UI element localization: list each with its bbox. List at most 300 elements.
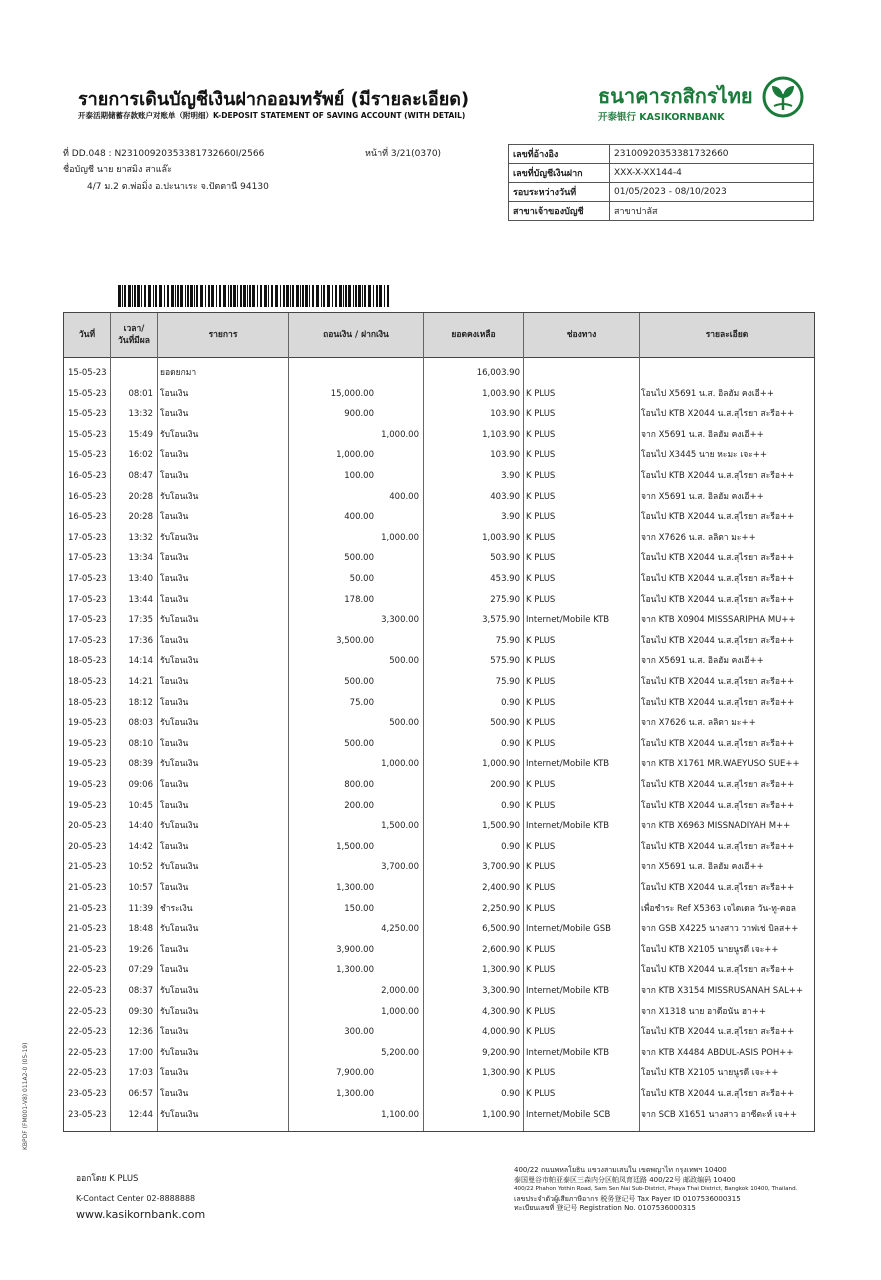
table-row (64, 590, 814, 611)
cell-date: 17-05-23 (68, 615, 107, 626)
cell-withdraw: 300.00 (344, 1027, 374, 1038)
cell-desc: รับโอนเงิน (160, 491, 199, 502)
cell-details: โอนไป KTB X2044 น.ส.สุไรยา สะรีอ++ (641, 883, 795, 893)
col-amount-header: ถอนเงิน / ฝากเงิน (323, 330, 389, 340)
table-row (64, 775, 814, 796)
cell-deposit: 1,000.00 (381, 429, 419, 440)
cell-withdraw: 7,900.00 (336, 1068, 374, 1079)
document-number: ที่ DD.048 : N23100920353381732660I/2566 (63, 149, 265, 159)
cell-balance: 0.90 (501, 1089, 520, 1099)
cell-desc: รับโอนเงิน (160, 986, 199, 996)
cell-details: จาก X5691 น.ส. อิลฮัม คงเอี++ (641, 491, 764, 502)
cell-details: โอนไป KTB X2044 น.ส.สุไรยา สะรีอ++ (641, 594, 795, 605)
table-row (64, 734, 814, 755)
cell-desc: รับโอนเงิน (160, 759, 199, 770)
cell-desc: รับโอนเงิน (160, 862, 199, 873)
cell-balance: 2,400.90 (482, 883, 520, 893)
cell-date: 19-05-23 (68, 718, 107, 729)
ref-value: 23100920353381732660 (610, 145, 814, 164)
cell-withdraw: 900.00 (344, 409, 374, 420)
cell-date: 19-05-23 (68, 738, 107, 749)
cell-deposit: 3,700.00 (381, 862, 419, 873)
cell-details: โอนไป KTB X2044 น.ส.สุไรยา สะรีอ++ (641, 635, 795, 646)
kasikornbank-logo (598, 74, 806, 134)
cell-date: 20-05-23 (68, 821, 107, 832)
cell-details: จาก X1318 นาย อาดีอนัน ฮา++ (641, 1006, 767, 1017)
ref-label: สาขาเจ้าของบัญชี (509, 202, 610, 221)
cell-details: จาก SCB X1651 นางสาว อาซีตะห์ เจ++ (641, 1109, 797, 1120)
cell-details: โอนไป KTB X2044 น.ส.สุไรยา สะรีอ++ (641, 1027, 795, 1038)
cell-deposit (364, 899, 419, 920)
cell-balance: 0.90 (501, 738, 520, 749)
table-row (64, 672, 814, 693)
cell-details: จาก X5691 น.ส. อิลฮัม คงเอี++ (641, 862, 764, 873)
cell-withdraw: 500.00 (344, 677, 374, 687)
cell-channel: K PLUS (526, 409, 556, 420)
cell-balance: 3.90 (501, 471, 520, 481)
cell-channel: K PLUS (526, 1027, 556, 1038)
cell-channel: K PLUS (526, 944, 556, 955)
cell-withdraw: 1,300.00 (336, 1089, 374, 1099)
address-line: เลขประจำตัวผู้เสียภาษีอากร 税务登记号 Tax Payer ID 0107536000315 (514, 1194, 741, 1203)
cell-desc: โอนเงิน (160, 1089, 189, 1099)
cell-withdraw: 500.00 (344, 738, 374, 749)
cell-details: โอนไป KTB X2105 นายนูรดี เจะ++ (641, 944, 779, 955)
cell-time: 10:57 (128, 883, 153, 893)
cell-channel: K PLUS (526, 471, 556, 481)
cell-desc: โอนเงิน (160, 409, 189, 420)
cell-deposit: 500.00 (389, 656, 419, 667)
cell-details: จาก X5691 น.ส. อิลฮัม คงเอี++ (641, 656, 764, 667)
ref-row (509, 145, 814, 164)
cell-balance: 3,575.90 (482, 615, 520, 626)
ref-row (509, 164, 814, 183)
cell-deposit (364, 672, 419, 693)
bank-name-thai: ธนาคารกสิกรไทย (598, 84, 753, 108)
cell-balance: 3.90 (501, 512, 520, 523)
cell-deposit (364, 796, 419, 817)
table-header (64, 313, 814, 358)
cell-balance: 2,250.90 (482, 903, 520, 914)
table-row (64, 528, 814, 549)
table-row (64, 857, 814, 878)
table-row (64, 548, 814, 569)
table-row (64, 651, 814, 672)
cell-details: จาก KTB X3154 MISSRUSANAH SAL++ (641, 986, 804, 996)
table-row (64, 837, 814, 858)
cell-desc: รับโอนเงิน (160, 1109, 199, 1120)
cell-date: 18-05-23 (68, 656, 107, 667)
account-address: 4/7 ม.2 ต.พ่อมิ่ง อ.ปะนาเระ จ.ปัตตานี 94130 (87, 182, 269, 192)
cell-balance: 75.90 (495, 635, 520, 646)
cell-balance: 16,003.90 (476, 368, 520, 378)
cell-channel: K PLUS (526, 656, 556, 667)
cell-date: 17-05-23 (68, 553, 107, 564)
cell-deposit (364, 1022, 419, 1043)
cell-time: 08:01 (128, 388, 153, 399)
cell-details: โอนไป KTB X2044 น.ส.สุไรยา สะรีอ++ (641, 841, 795, 852)
cell-desc: โอนเงิน (160, 780, 189, 790)
cell-channel: K PLUS (526, 841, 556, 852)
cell-deposit (364, 775, 419, 796)
cell-date: 15-05-23 (68, 409, 107, 420)
table-row (64, 1002, 814, 1023)
col-description-header: รายการ (208, 330, 238, 340)
table-row (64, 1063, 814, 1084)
cell-time: 08:37 (128, 986, 153, 996)
cell-time: 14:42 (128, 841, 153, 852)
cell-date: 22-05-23 (68, 965, 107, 976)
cell-desc: โอนเงิน (160, 635, 189, 646)
cell-date: 20-05-23 (68, 841, 107, 852)
ref-row (509, 202, 814, 221)
cell-withdraw: 178.00 (344, 594, 374, 605)
rice-leaf-icon (762, 76, 804, 118)
ref-label: เลขที่บัญชีเงินฝาก (509, 164, 610, 183)
cell-balance: 1,000.90 (482, 759, 520, 770)
cell-balance: 275.90 (490, 594, 520, 605)
cell-time: 18:48 (128, 924, 153, 935)
cell-channel: K PLUS (526, 903, 556, 914)
cell-date: 17-05-23 (68, 574, 107, 584)
cell-balance: 503.90 (490, 553, 520, 564)
table-row (64, 899, 814, 920)
cell-date: 16-05-23 (68, 491, 107, 502)
cell-balance: 500.90 (490, 718, 520, 729)
col-date-header: วันที่ (78, 330, 96, 340)
cell-desc: รับโอนเงิน (160, 718, 199, 729)
cell-balance: 0.90 (501, 800, 520, 811)
cell-desc: โอนเงิน (160, 450, 189, 461)
table-row (64, 404, 814, 425)
cell-desc: โอนเงิน (160, 1027, 189, 1038)
col-balance-header: ยอดคงเหลือ (451, 330, 496, 340)
cell-time: 13:32 (128, 532, 153, 543)
cell-desc: รับโอนเงิน (160, 924, 199, 935)
cell-channel: Internet/Mobile KTB (526, 759, 610, 770)
cell-withdraw: 1,300.00 (336, 883, 374, 893)
reference-box (508, 144, 814, 221)
cell-withdraw: 200.00 (344, 800, 374, 811)
cell-channel: K PLUS (526, 697, 556, 708)
form-code-text: KBPDF (FM001-V8) 011A2-0 (05-19) (22, 1042, 29, 1150)
cell-channel: Internet/Mobile KTB (526, 1047, 610, 1058)
cell-date: 21-05-23 (68, 883, 107, 893)
cell-channel: K PLUS (526, 780, 556, 790)
cell-deposit (364, 466, 419, 487)
cell-details: โอนไป KTB X2044 น.ส.สุไรยา สะรีอ++ (641, 471, 795, 481)
cell-balance: 0.90 (501, 841, 520, 852)
table-row (64, 960, 814, 981)
cell-details: โอนไป KTB X2044 น.ส.สุไรยา สะรีอ++ (641, 697, 795, 708)
cell-balance: 1,500.90 (482, 821, 520, 832)
cell-balance: 2,600.90 (482, 944, 520, 955)
cell-time: 20:28 (128, 491, 153, 502)
cell-withdraw (292, 1105, 374, 1126)
cell-date: 17-05-23 (68, 532, 107, 543)
cell-channel: Internet/Mobile SCB (526, 1109, 611, 1120)
cell-channel: K PLUS (526, 429, 556, 440)
cell-withdraw (292, 610, 374, 631)
table-row (64, 487, 814, 508)
address-line: ทะเบียนเลขที่ 登记号 Registration No. 0107536000315 (514, 1204, 696, 1213)
cell-time: 12:44 (128, 1109, 153, 1120)
cell-channel: Internet/Mobile KTB (526, 986, 610, 996)
cell-deposit: 500.00 (389, 718, 419, 729)
cell-withdraw (292, 1002, 374, 1023)
cell-balance: 1,100.90 (482, 1109, 520, 1120)
cell-desc: รับโอนเงิน (160, 656, 199, 667)
table-row (64, 981, 814, 1002)
cell-date: 22-05-23 (68, 1006, 107, 1017)
cell-channel: K PLUS (526, 1068, 556, 1079)
table-row (64, 425, 814, 446)
cell-desc: โอนเงิน (160, 1068, 189, 1079)
cell-time: 09:30 (128, 1006, 153, 1017)
cell-time: 17:35 (128, 615, 153, 626)
cell-desc: โอนเงิน (160, 800, 189, 811)
cell-withdraw: 500.00 (344, 553, 374, 564)
table-row (64, 631, 814, 652)
cell-details (641, 363, 813, 384)
cell-details: โอนไป KTB X2105 นายนูรดี เจะ++ (641, 1068, 779, 1079)
cell-details: โอนไป KTB X2044 น.ส.สุไรยา สะรีอ++ (641, 409, 795, 420)
cell-channel: K PLUS (526, 883, 556, 893)
cell-details: โอนไป KTB X2044 น.ส.สุไรยา สะรีอ++ (641, 780, 795, 790)
cell-deposit: 1,000.00 (381, 759, 419, 770)
cell-date: 18-05-23 (68, 697, 107, 708)
table-row (64, 363, 814, 384)
cell-date: 21-05-23 (68, 903, 107, 914)
cell-time: 13:44 (128, 594, 153, 605)
account-holder: ชื่อบัญชี นาย ยาสมิง สาแล๊ะ (63, 165, 172, 175)
table-row (64, 940, 814, 961)
cell-date: 15-05-23 (68, 429, 107, 440)
cell-details: โอนไป KTB X2044 น.ส.สุไรยา สะรีอ++ (641, 553, 795, 564)
cell-desc: โอนเงิน (160, 697, 189, 708)
cell-withdraw (292, 816, 374, 837)
cell-time: 13:32 (128, 409, 153, 420)
cell-balance: 1,300.90 (482, 1068, 520, 1079)
cell-withdraw: 3,900.00 (336, 944, 374, 955)
cell-withdraw: 75.00 (349, 697, 374, 708)
cell-time: 08:47 (128, 471, 153, 481)
cell-withdraw: 15,000.00 (330, 388, 374, 399)
cell-time: 13:34 (128, 553, 153, 564)
cell-balance: 453.90 (490, 574, 520, 584)
page-number: หน้าที่ 3/21(0370) (365, 149, 442, 159)
cell-date: 18-05-23 (68, 677, 107, 687)
cell-time: 14:14 (128, 656, 153, 667)
cell-balance: 1,103.90 (482, 429, 520, 440)
cell-desc: โอนเงิน (160, 471, 189, 481)
cell-withdraw (292, 919, 374, 940)
table-row (64, 445, 814, 466)
cell-desc: รับโอนเงิน (160, 429, 199, 440)
table-row (64, 466, 814, 487)
cell-time: 14:40 (128, 821, 153, 832)
statement-subtitle: 开泰活期储蓄存款账户对账单（附明细）K-DEPOSIT STATEMENT OF SAVING ACCOUNT (WITH DETAIL) (78, 111, 466, 120)
table-row (64, 919, 814, 940)
cell-deposit (364, 878, 419, 899)
cell-time: 17:03 (128, 1068, 153, 1079)
cell-desc: รับโอนเงิน (160, 1047, 199, 1058)
cell-deposit (364, 445, 419, 466)
cell-time: 08:10 (128, 738, 153, 749)
cell-details: โอนไป KTB X2044 น.ส.สุไรยา สะรีอ++ (641, 738, 795, 749)
cell-channel: K PLUS (526, 491, 556, 502)
cell-channel: K PLUS (526, 388, 556, 399)
cell-date: 21-05-23 (68, 862, 107, 873)
cell-time: 06:57 (128, 1089, 153, 1099)
ref-row (509, 183, 814, 202)
cell-date: 21-05-23 (68, 924, 107, 935)
cell-date: 17-05-23 (68, 635, 107, 646)
barcode (118, 285, 392, 307)
cell-deposit (364, 590, 419, 611)
cell-time: 11:39 (128, 903, 153, 914)
cell-deposit: 1,500.00 (381, 821, 419, 832)
cell-date: 15-05-23 (68, 368, 107, 378)
cell-date: 23-05-23 (68, 1089, 107, 1099)
cell-time: 09:06 (128, 780, 153, 790)
cell-time: 13:40 (128, 574, 153, 584)
cell-channel (526, 363, 638, 384)
cell-desc: รับโอนเงิน (160, 821, 199, 832)
table-row (64, 754, 814, 775)
table-row (64, 878, 814, 899)
cell-deposit: 2,000.00 (381, 986, 419, 996)
cell-channel: K PLUS (526, 450, 556, 461)
cell-details: จาก KTB X1761 MR.WAEYUSO SUE++ (641, 759, 800, 770)
cell-balance: 4,300.90 (482, 1006, 520, 1017)
cell-deposit: 1,000.00 (381, 1006, 419, 1017)
cell-channel: K PLUS (526, 1006, 556, 1017)
cell-withdraw: 100.00 (344, 471, 374, 481)
cell-date: 16-05-23 (68, 512, 107, 523)
cell-deposit: 1,000.00 (381, 532, 419, 543)
cell-withdraw (292, 651, 374, 672)
cell-channel: K PLUS (526, 862, 556, 873)
cell-time: 17:36 (128, 635, 153, 646)
cell-time: 18:12 (128, 697, 153, 708)
cell-desc: โอนเงิน (160, 512, 189, 523)
cell-channel: K PLUS (526, 635, 556, 646)
cell-withdraw (292, 857, 374, 878)
cell-time: 15:49 (128, 429, 153, 440)
cell-balance: 1,003.90 (482, 532, 520, 543)
cell-desc: โอนเงิน (160, 944, 189, 955)
cell-balance: 403.90 (490, 491, 520, 502)
cell-balance: 9,200.90 (482, 1047, 520, 1058)
cell-desc: โอนเงิน (160, 574, 189, 584)
cell-time: 14:21 (128, 677, 153, 687)
cell-details: จาก GSB X4225 นางสาว วาฟเช่ บิลส++ (641, 924, 799, 935)
cell-date: 22-05-23 (68, 986, 107, 996)
cell-time (111, 363, 153, 384)
cell-desc: โอนเงิน (160, 841, 189, 852)
cell-desc: รับโอนเงิน (160, 532, 199, 543)
cell-deposit (364, 384, 419, 405)
cell-details: โอนไป X5691 น.ส. อิลฮัม คงเอี++ (641, 388, 775, 399)
cell-withdraw (292, 528, 374, 549)
cell-time: 10:45 (128, 800, 153, 811)
cell-date: 19-05-23 (68, 780, 107, 790)
website-link[interactable]: www.kasikornbank.com (76, 1208, 206, 1221)
cell-details: โอนไป KTB X2044 น.ส.สุไรยา สะรีอ++ (641, 677, 795, 687)
cell-desc: โอนเงิน (160, 388, 189, 399)
cell-time: 17:00 (128, 1047, 153, 1058)
cell-date: 15-05-23 (68, 388, 107, 399)
cell-balance: 3,300.90 (482, 986, 520, 996)
transactions-table (63, 312, 815, 1132)
cell-withdraw: 150.00 (344, 903, 374, 914)
cell-desc: รับโอนเงิน (160, 1006, 199, 1017)
cell-balance: 103.90 (490, 409, 520, 420)
address-line: 400/22 ถนนพหลโยธิน แขวงสามเสนใน เขตพญาไท กรุงเทพฯ 10400 (514, 1166, 727, 1174)
cell-balance: 4,000.90 (482, 1027, 520, 1038)
ref-value: 01/05/2023 - 08/10/2023 (610, 183, 814, 202)
cell-balance: 575.90 (490, 656, 520, 667)
cell-channel: K PLUS (526, 594, 556, 605)
ref-label: รอบระหว่างวันที่ (509, 183, 610, 202)
contact-center: K-Contact Center 02-8888888 (76, 1194, 196, 1203)
cell-channel: K PLUS (526, 532, 556, 543)
cell-date: 23-05-23 (68, 1109, 107, 1120)
cell-time: 07:29 (128, 965, 153, 976)
address-line: 400/22 Phahon Yothin Road, Sam Sen Nai Sub-District, Phaya Thai District, Bangkok 10400, Thailand. (514, 1186, 798, 1193)
bank-address (514, 1166, 797, 1214)
table-row (64, 1043, 814, 1064)
cell-date: 22-05-23 (68, 1047, 107, 1058)
bank-name-english: 开泰银行 KASIKORNBANK (598, 112, 725, 123)
table-row (64, 816, 814, 837)
cell-balance: 0.90 (501, 697, 520, 708)
cell-withdraw (292, 1043, 374, 1064)
cell-desc: โอนเงิน (160, 965, 189, 976)
cell-time: 12:36 (128, 1027, 153, 1038)
table-row (64, 693, 814, 714)
cell-withdraw: 800.00 (344, 780, 374, 790)
cell-date: 22-05-23 (68, 1068, 107, 1079)
cell-balance: 1,003.90 (482, 388, 520, 399)
cell-balance: 3,700.90 (482, 862, 520, 873)
cell-details: จาก KTB X4484 ABDUL-ASIS POH++ (641, 1047, 794, 1058)
cell-details: จาก X5691 น.ส. อิลฮัม คงเอี++ (641, 429, 764, 440)
cell-details: จาก KTB X6963 MISSNADIYAH M++ (641, 821, 791, 832)
cell-deposit: 4,250.00 (381, 924, 419, 935)
ref-value: สาขาปาลัส (610, 202, 814, 221)
cell-date: 19-05-23 (68, 800, 107, 811)
cell-deposit (364, 569, 419, 590)
cell-balance: 6,500.90 (482, 924, 520, 935)
table-row (64, 713, 814, 734)
cell-details: โอนไป KTB X2044 น.ส.สุไรยา สะรีอ++ (641, 574, 795, 584)
cell-date: 19-05-23 (68, 759, 107, 770)
cell-deposit (364, 837, 419, 858)
cell-withdraw: 50.00 (349, 574, 374, 584)
cell-channel: K PLUS (526, 965, 556, 976)
cell-deposit (364, 960, 419, 981)
table-row (64, 569, 814, 590)
cell-details: เพื่อชำระ Ref X5363 เจไดเดล วัน-ทู-คอล (641, 903, 796, 914)
form-code (22, 1030, 36, 1150)
cell-channel: K PLUS (526, 738, 556, 749)
cell-details: จาก X7626 น.ส. ลลิตา มะ++ (641, 532, 756, 543)
table-row (64, 610, 814, 631)
cell-date: 22-05-23 (68, 1027, 107, 1038)
cell-balance: 1,300.90 (482, 965, 520, 976)
